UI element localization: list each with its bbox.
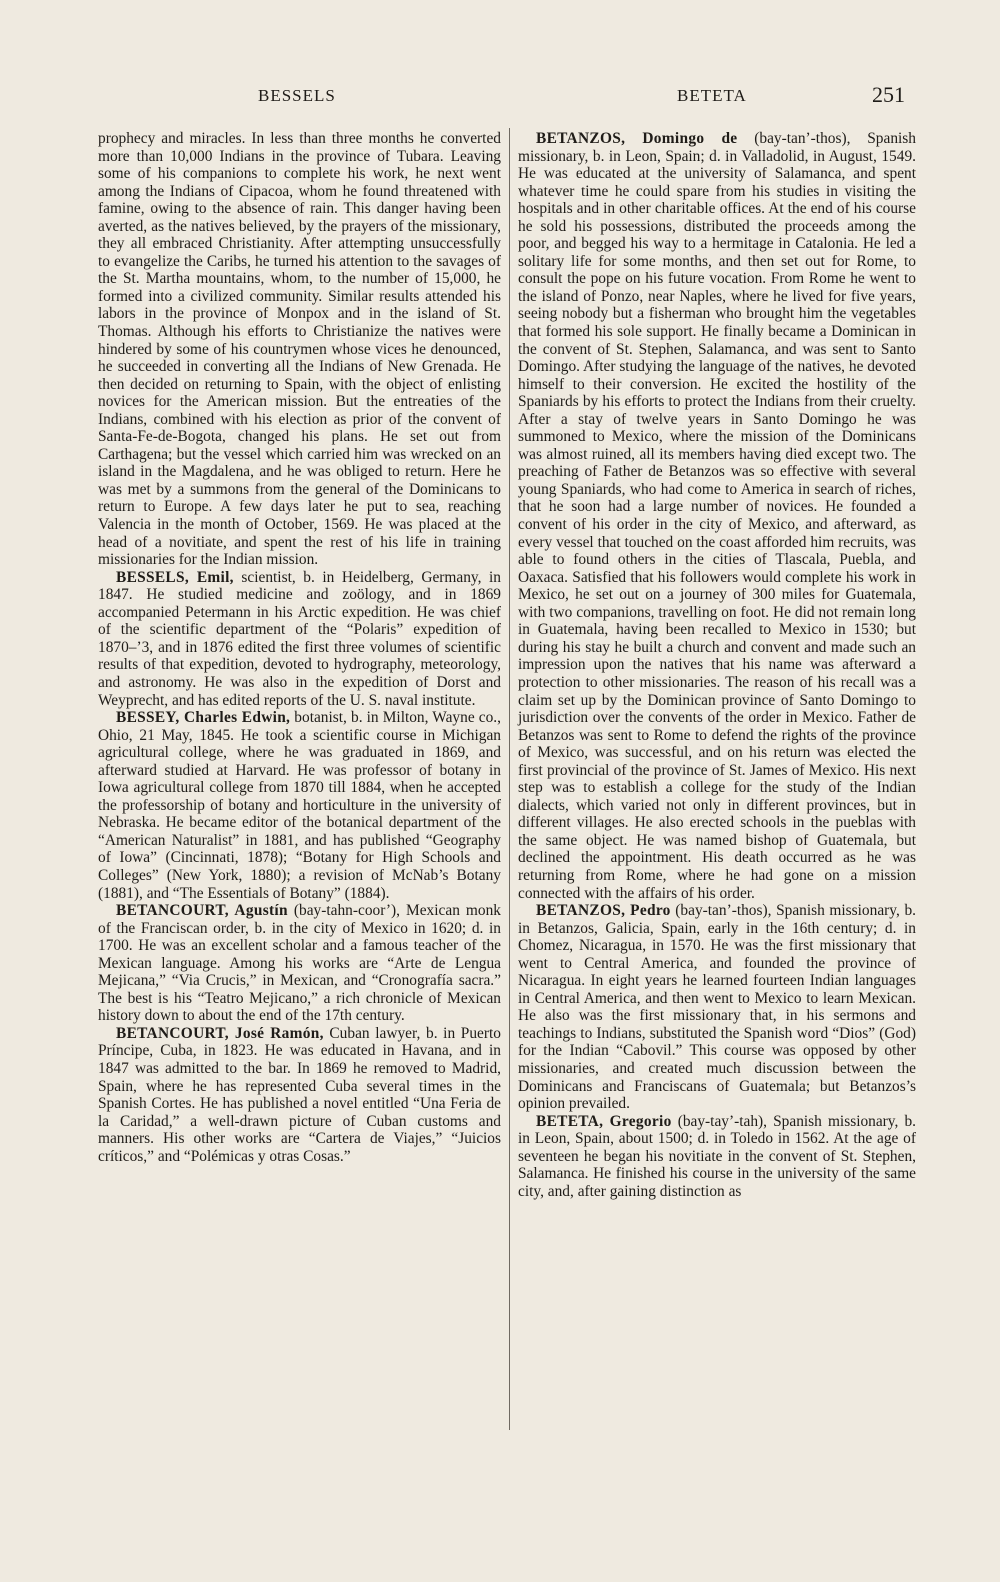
entry-text: (bay-tan’-thos), Spanish missionary, b. in Leon, Spain; d. in Valladolid, in August, 1549. He was educated at the university of Salamanca, and spent whatever time he could spare from his studies in visiting the hospitals and in other charitable offices. At the end of his course he sold his possessions, distributed the proceeds among the poor, and begged his way to a hermitage in Catalonia. He led a solitary life for some months, and then set out for Rome, to consult the pope on his future vocation. From Rome he went to the island of Ponzo, near Naples, where he lived for five years, seeing nobody but a fisherman who brought him the vegetables that formed his sole support. He finally became a Dominican in the convent of St. Stephen, Salamanca, and was sent to Santo Domingo. After studying the language of the natives, he devoted himself to their conversion. He excited the hostility of the Spaniards by his efforts to protect the Indians from their cruelty. After a stay of twelve years in Santo Domingo he was summoned to Mexico, where the mission of the Dominicans was almost ruined, all its members having died except two. The preaching of Father de Betanzos was so effective with several young Spaniards, who had come to America in search of riches, that he soon had a large number of novices. He founded a convent of his order in the city of Mexico, and afterward, as every vessel that touched on the coast afforded him recruits, was able to found others in the cities of Tlascala, Puebla, and Oaxaca. Satisfied that his followers would complete his work in Mexico, he set out on a journey of 300 miles for Guatemala, with two companions, travelling on foot. He did not remain long in Guatemala, having been recalled to Mexico in 1530; but during his stay he built a church and convent and made such an impression upon the natives that his name was afterward a protection to other missionaries. The reason of his recall was a claim set up by the Dominican province of Santo Domingo to jurisdiction over the convents of the order in Mexico. Father de Betanzos was sent to Rome to defend the rights of the province of Mexico, was successful, and on his return was elected the first provincial of the province of St. James of Mexico. His next step was to establish a college for the study of the Indian dialects, which varied not only in different provinces, but in different villages. He also erected schools in the pueblas with the same object. He was named bishop of Guatemala, but declined the appointment. His death occurred as he was returning from Rome, where he had gone on a mission connected with the affairs of his order.	[518, 130, 916, 902]
entry-text: (bay-tahn-coor’), Mexican monk of the Franciscan order, b. in the city of Mexico in 1620; d. in 1700. He was an excellent scholar and a famous teacher of the Mexican language. Among his works are “Arte de Lengua Mejicana,” “Via Crucis,” in Mexican, and “Cronografía sacra.” The best is his “Teatro Mejicano,” a rich chronicle of Mexican history down to about the end of the 17th century.	[98, 902, 501, 1025]
continuation-paragraph: prophecy and miracles. In less than three months he converted more than 10,000 Indians in the province of Tubara. Leaving some of his companions to complete his work, he next went among the Indians of Cipacoa, whom he found threatened with famine, owing to the absence of rain. This danger having been averted, as the natives believed, by the prayers of the missionary, they all embraced Christianity. After attempting unsuccessfully to evangelize the Caribs, he turned his attention to the savages of the St. Martha mountains, whom, to the number of 15,000, he formed into a civilized community. Similar results attended his labors in the province of Monpox and in the island of St. Thomas. Although his efforts to Christianize the natives were hindered by some of his countrymen whose vices he denounced, he succeeded in converting all the Indians of New Grenada. He then decided on returning to Spain, with the object of enlisting novices for the American mission. But the entreaties of the Indians, combined with his election as prior of the convent of Santa-Fe-de-Bogota, changed his plans. He set out from Carthagena; but the vessel which carried him was wrecked on an island in the Magdalena, and he was obliged to return. Here he was met by a summons from the general of the Dominicans to return to Europe. A few days later he put to sea, reaching Valencia in the month of October, 1569. He was placed at the head of a novitiate, and spent the rest of his life in training missionaries for the Indian mission.	[98, 130, 501, 569]
entry-text: Cuban lawyer, b. in Puerto Príncipe, Cuba, in 1823. He was educated in Havana, and in 1847 was admitted to the bar. In 1869 he removed to Madrid, Spain, where he has represented Cuba several times in the Spanish Cortes. He has published a novel entitled “Una Feria de la Caridad,” a well-drawn picture of Cuban customs and manners. His other works are “Cartera de Viajes,” “Juicios críticos,” and “Polémicas y otras Cosas.”	[98, 1024, 501, 1165]
entry-beteta-gregorio	[518, 1113, 916, 1201]
entry-betanzos-pedro	[518, 902, 916, 1113]
running-header	[0, 82, 1000, 110]
header-right-catchword: BETETA	[677, 86, 747, 105]
page-number: 251	[872, 82, 905, 107]
header-left-catchword: BESSELS	[258, 86, 336, 105]
entry-headword: BETANCOURT, José Ramón,	[116, 1024, 324, 1042]
entry-text: scientist, b. in Heidelberg, Germany, in 1847. He studied medicine and zoölogy, and in 1869 accompanied Petermann in his Arctic expedition. He was chief of the scientific department of the “Polaris” expedition of 1870–’3, and in 1876 edited the first three volumes of scientific results of that expedition, devoted to hydrography, meteorology, and astronomy. He was also in the expedition of Dorst and Weyprecht, and has edited reports of the U. S. naval institute.	[98, 568, 502, 709]
entry-bessels	[98, 569, 501, 709]
entry-headword: BETANZOS, Domingo de	[536, 130, 738, 147]
entry-bessey	[98, 709, 501, 902]
entry-text: botanist, b. in Milton, Wayne co., Ohio, 21 May, 1845. He took a scientific course in Michigan agricultural college, where he was graduated in 1869, and afterward studied at Harvard. He was professor of botany in Iowa agricultural college from 1870 till 1884, when he accepted the professorship of botany and horticulture in the university of Nebraska. He became editor of the botanical department of the “American Naturalist” in 1881, and has published “Geography of Iowa” (Cincinnati, 1878); “Botany for High Schools and Colleges” (New York, 1880); a revision of McNab’s Botany (1881), and “The Essentials of Botany” (1884).	[98, 709, 501, 902]
entry-betanzos-domingo	[518, 130, 916, 902]
entry-text: (bay-tay’-tah), Spanish missionary, b. in Leon, Spain, about 1500; d. in Toledo in 1562. At the age of seventeen he began his novitiate in the convent of St. Stephen, Salamanca. He finished his course in the university of the same city, and, after gaining distinction as	[518, 1112, 917, 1200]
column-divider	[509, 128, 510, 1430]
entry-headword: BESSELS, Emil,	[116, 568, 234, 586]
entry-headword: BETANCOURT, Agustín	[116, 902, 288, 920]
entry-betancourt-jose-ramon	[98, 1025, 501, 1165]
right-column	[518, 130, 916, 1200]
entry-betancourt-agustin	[98, 902, 501, 1025]
entry-text: (bay-tan’-thos), Spanish missionary, b. in Betanzos, Galicia, Spain, early in the 16th century; d. in Chomez, Nicaragua, in 1570. He was the first missionary that went to Central America, and founded the province of Nicaragua. In eight years he learned fourteen Indian languages in Central America, and then went to Mexico to learn Mexican. He also was the first missionary that, in his sermons and teachings to Indians, substituted the Spanish word “Dios” (God) for the Indian “Cabovil.” This course was opposed by other missionaries, and created much discussion between the Dominicans and Franciscans of Guatemala; but Betanzos’s opinion prevailed.	[518, 902, 916, 1113]
left-column	[98, 130, 501, 1165]
entry-headword: BESSEY, Charles Edwin,	[116, 709, 291, 727]
entry-headword: BETANZOS, Pedro	[536, 902, 671, 920]
entry-headword: BETETA, Gregorio	[536, 1112, 672, 1130]
